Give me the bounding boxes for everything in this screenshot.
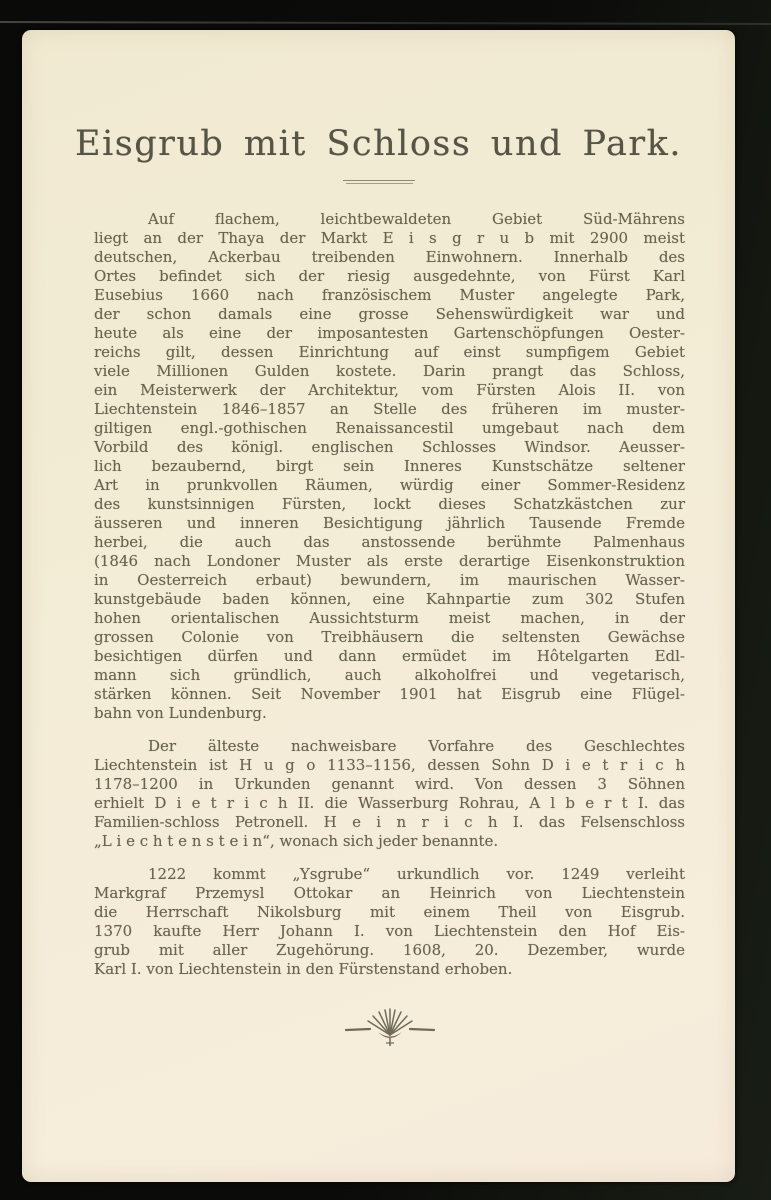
text-line: 1222 kommt „Ysgrube“ urkundlich vor. 1249 verleiht	[148, 865, 685, 883]
fan-fleuron-icon	[94, 1005, 685, 1054]
text-line: Vorbild des königl. englischen Schlosses Windsor. Aeusser-	[94, 438, 685, 456]
text-line: mann sich gründlich, auch alkoholfrei und vegetarisch,	[94, 666, 685, 684]
text-line: besichtigen dürfen und dann ermüdet im Hôtelgarten Edl-	[94, 647, 685, 665]
body-text	[22, 186, 735, 1054]
page-title: Eisgrub mit Schloss und Park.	[75, 124, 682, 164]
text-line: Der älteste nachweisbare Vorfahre des Geschlechtes	[148, 737, 685, 755]
title-divider	[343, 180, 415, 184]
text-line: deutschen, Ackerbau treibenden Einwohnern. Innerhalb des	[94, 248, 685, 266]
text-line: des kunstsinnigen Fürsten, lockt dieses Schatzkästchen zur	[94, 495, 685, 513]
text-line: Art in prunkvollen Räumen, würdig einer Sommer-Residenz	[94, 476, 685, 494]
text-line: ein Meisterwerk der Architektur, vom Fürsten Alois II. von	[94, 381, 685, 399]
paragraph-chronology	[94, 865, 685, 979]
divider-rule-bottom	[346, 183, 413, 184]
paragraph-liechtenstein-ancestry	[94, 737, 685, 851]
text-line: Liechtenstein 1846–1857 an Stelle des früheren im muster-	[94, 400, 685, 418]
divider-rule-top	[343, 180, 415, 181]
text-line: der schon damals eine grosse Sehenswürdigkeit war und	[94, 305, 685, 323]
paragraph-history-town	[94, 210, 685, 723]
text-line: lich bezaubernd, birgt sein Inneres Kunstschätze seltener	[94, 457, 685, 475]
text-line: „L i e c h t e n s t e i n“, wonach sich jeder benannte.	[94, 832, 499, 850]
text-line: liegt an der Thaya der Markt E i s g r u b mit 2900 meist	[94, 229, 685, 247]
text-line: stärken können. Seit November 1901 hat Eisgrub eine Flügel-	[94, 685, 685, 703]
text-line: Liechtenstein ist H u g o 1133–1156, dessen Sohn D i e t r i c h	[94, 756, 685, 774]
text-line: hohen orientalischen Aussichtsturm meist machen, in der	[94, 609, 685, 627]
text-line: heute als eine der imposantesten Gartenschöpfungen Oester-	[94, 324, 685, 342]
postcard-text-page	[22, 30, 735, 1182]
text-line: giltigen engl.-gothischen Renaissancestil umgebaut nach dem	[94, 419, 685, 437]
text-line: die Herrschaft Nikolsburg mit einem Theil von Eisgrub.	[94, 903, 685, 921]
text-line: grub mit aller Zugehörung. 1608, 20. Dezember, wurde	[94, 941, 685, 959]
text-line: (1846 nach Londoner Muster als erste derartige Eisenkonstruktion	[94, 552, 685, 570]
text-line: 1370 kaufte Herr Johann I. von Liechtenstein den Hof Eis-	[94, 922, 685, 940]
text-line: Karl I. von Liechtenstein in den Fürstenstand erhoben.	[94, 960, 513, 978]
text-line: kunstgebäude baden können, eine Kahnpartie zum 302 Stufen	[94, 590, 685, 608]
text-line: herbei, die auch das anstossende berühmte Palmenhaus	[94, 533, 685, 551]
text-line: bahn von Lundenburg.	[94, 704, 267, 722]
text-line: Markgraf Przemysl Ottokar an Heinrich von Liechtenstein	[94, 884, 685, 902]
text-line: Ortes befindet sich der riesig ausgedehnte, von Fürst Karl	[94, 267, 685, 285]
album-slot-edge	[0, 21, 771, 25]
text-line: grossen Colonie von Treibhäusern die seltensten Gewächse	[94, 628, 685, 646]
text-line: Familien-schloss Petronell. H e i n r i c h I. das Felsenschloss	[94, 813, 685, 831]
text-line: äusseren und inneren Besichtigung jährlich Tausende Fremde	[94, 514, 685, 532]
text-line: viele Millionen Gulden kostete. Darin prangt das Schloss,	[94, 362, 685, 380]
text-line: in Oesterreich erbaut) bewundern, im maurischen Wasser-	[94, 571, 685, 589]
text-line: 1178–1200 in Urkunden genannt wird. Von dessen 3 Söhnen	[94, 775, 685, 793]
text-line: Auf flachem, leichtbewaldeten Gebiet Süd-Mährens	[148, 210, 685, 228]
text-line: reichs gilt, dessen Einrichtung auf einst sumpfigem Gebiet	[94, 343, 685, 361]
text-line: Eusebius 1660 nach französischem Muster angelegte Park,	[94, 286, 685, 304]
text-line: erhielt D i e t r i c h II. die Wasserburg Rohrau, A l b e r t I. das	[94, 794, 685, 812]
